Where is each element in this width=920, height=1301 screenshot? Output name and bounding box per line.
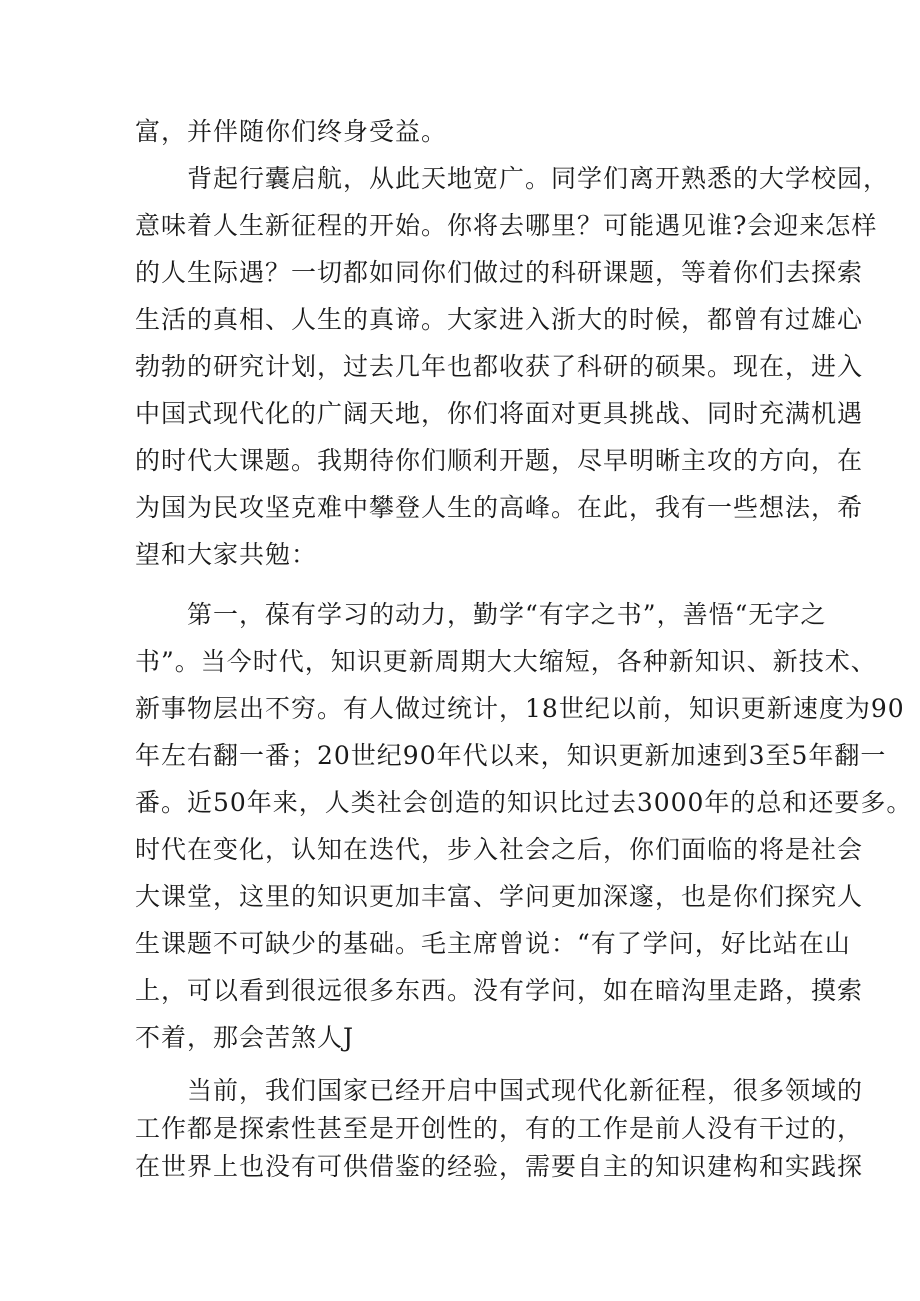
text-line: 在世界上也没有可供借鉴的经验，需要自主的知识建构和实践探 [135, 1152, 864, 1181]
text-line: 上，可以看到很远很多东西。没有学问，如在暗沟里走路，摸索 [135, 976, 864, 1005]
text-line: 当前，我们国家已经开启中国式现代化新征程，很多领域的 [135, 1076, 864, 1105]
text-line: 年左右翻一番；20世纪90年代以来，知识更新加速到3至5年翻一 [135, 741, 887, 770]
text-line: 书”。当今时代，知识更新周期大大缩短，各种新知识、新技术、 [135, 647, 877, 676]
text-line: 为国为民攻坚克难中攀登人生的高峰。在此，我有一些想法，希 [135, 493, 864, 522]
text-line: 时代在变化，认知在迭代，步入社会之后，你们面临的将是社会 [135, 835, 864, 864]
text-line: 第一，葆有学习的动力，勤学“有字之书”，善悟“无字之 [135, 600, 827, 629]
text-line: 工作都是探索性甚至是开创性的，有的工作是前人没有干过的， [135, 1114, 864, 1143]
text-line: 生课题不可缺少的基础。毛主席曾说：“有了学问，好比站在山 [135, 929, 851, 958]
text-line: 新事物层出不穷。有人做过统计，18世纪以前，知识更新速度为90 [135, 694, 905, 723]
text-line: 勃勃的研究计划，过去几年也都收获了科研的硕果。现在，进入 [135, 352, 864, 381]
text-line: 生活的真相、人生的真谛。大家进入浙大的时候，都曾有过雄心 [135, 305, 864, 334]
text-line: 背起行囊启航，从此天地宽广。同学们离开熟悉的大学校园， [135, 164, 890, 193]
text-line: 番。近50年来，人类社会创造的知识比过去3000年的总和还要多。 [135, 788, 913, 817]
text-line: 意味着人生新征程的开始。你将去哪里？可能遇见谁?会迎来怎样 [135, 211, 878, 240]
paragraph-1 [135, 108, 805, 155]
text-line: 的人生际遇？一切都如同你们做过的科研课题，等着你们去探索 [135, 258, 864, 287]
text-line: 中国式现代化的广阔天地，你们将面对更具挑战、同时充满机遇 [135, 399, 864, 428]
text-line: 富，并伴随你们终身受益。 [135, 117, 448, 146]
paragraph-4 [135, 1072, 864, 1186]
text-line: 不着，那会苦煞人J [135, 1023, 355, 1052]
paragraph-3 [135, 591, 913, 1061]
text-line: 的时代大课题。我期待你们顺利开题，尽早明晰主攻的方向，在 [135, 446, 864, 475]
text-line: 大课堂，这里的知识更加丰富、学问更加深邃，也是你们探究人 [135, 882, 864, 911]
text-line: 望和大家共勉： [135, 540, 318, 569]
paragraph-2 [135, 155, 890, 578]
